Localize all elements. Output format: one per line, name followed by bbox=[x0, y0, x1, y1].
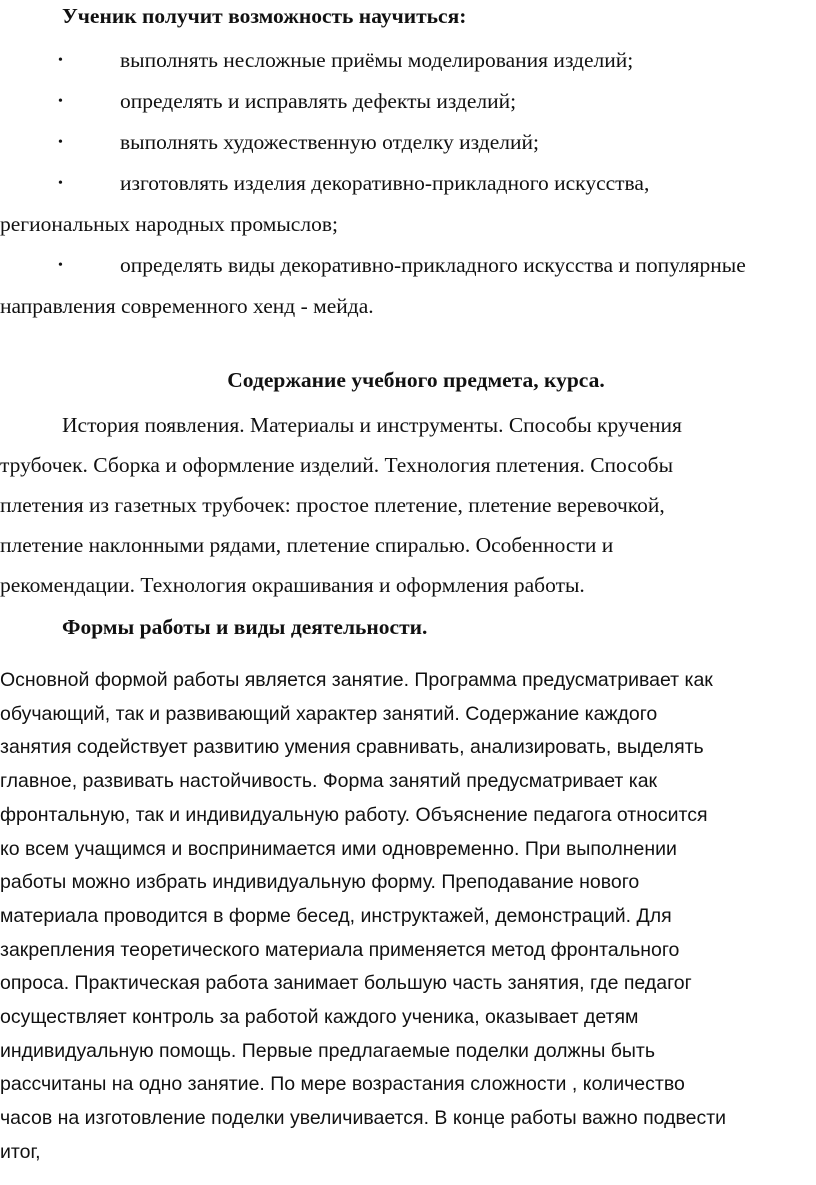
content-heading: Содержание учебного предмета, курса. bbox=[227, 368, 605, 392]
content-paragraph bbox=[0, 405, 770, 605]
forms-heading: Формы работы и виды деятельности. bbox=[62, 615, 428, 639]
paragraph-line: итог, bbox=[0, 1140, 41, 1163]
list-item-continuation: региональных народных промыслов; bbox=[0, 212, 338, 236]
paragraph-line: плетение наклонными рядами, плетение спиралью. Особенности и bbox=[0, 533, 614, 557]
paragraph-line: рекомендации. Технология окрашивания и оформления работы. bbox=[0, 573, 585, 597]
bullet-icon: • bbox=[58, 176, 63, 191]
paragraph-line: опроса. Практическая работа занимает большую часть занятия, где педагог bbox=[0, 972, 692, 995]
paragraph-line: фронтальную, так и индивидуальную работу. Объяснение педагога относится bbox=[0, 803, 708, 826]
paragraph-line: История появления. Материалы и инструменты. Способы кручения bbox=[62, 413, 682, 437]
paragraph-line: осуществляет контроль за работой каждого ученика, оказывает детям bbox=[0, 1006, 639, 1029]
paragraph-line: обучающий, так и развивающий характер занятий. Содержание каждого bbox=[0, 702, 658, 725]
paragraph-line: материала проводится в форме бесед, инструктажей, демонстраций. Для bbox=[0, 904, 672, 927]
paragraph-line: Основной формой работы является занятие. Программа предусматривает как bbox=[0, 669, 713, 691]
list-item-text: определять виды декоративно-прикладного искусства и популярные bbox=[120, 253, 746, 277]
paragraph-line: рассчитаны на одно занятие. По мере возрастания сложности , количество bbox=[0, 1073, 685, 1096]
bullet-icon: • bbox=[58, 94, 63, 109]
paragraph-line: ко всем учащимся и воспринимается ими одновременно. При выполнении bbox=[0, 837, 677, 860]
list-item bbox=[0, 245, 816, 327]
list-item bbox=[0, 81, 816, 122]
list-item-text: выполнять художественную отделку изделий; bbox=[120, 130, 539, 154]
forms-paragraph bbox=[0, 664, 816, 1170]
list-item-text: определять и исправлять дефекты изделий; bbox=[120, 89, 517, 113]
paragraph-line: работы можно избрать индивидуальную форму. Преподавание нового bbox=[0, 871, 640, 894]
bullet-icon: • bbox=[58, 258, 63, 273]
bullet-icon: • bbox=[58, 53, 63, 68]
paragraph-line: индивидуальную помощь. Первые предлагаемые поделки должны быть bbox=[0, 1039, 656, 1062]
paragraph-line: часов на изготовление поделки увеличивается. В конце работы важно подвести bbox=[0, 1107, 727, 1130]
bullet-icon: • bbox=[58, 135, 63, 150]
paragraph-line: главное, развивать настойчивость. Форма занятий предусматривает как bbox=[0, 770, 658, 793]
outcomes-heading: Ученик получит возможность научиться: bbox=[62, 4, 467, 28]
list-item bbox=[0, 163, 816, 245]
paragraph-line: плетения из газетных трубочек: простое плетение, плетение веревочкой, bbox=[0, 493, 665, 517]
paragraph-line: закрепления теоретического материала применяется метод фронтального bbox=[0, 938, 680, 961]
list-item bbox=[0, 122, 816, 163]
list-item-text: изготовлять изделия декоративно-прикладного искусства, bbox=[120, 171, 650, 195]
list-item bbox=[0, 40, 816, 81]
list-item-text: выполнять несложные приёмы моделирования изделий; bbox=[120, 48, 634, 72]
paragraph-line: занятия содействует развитию умения сравнивать, анализировать, выделять bbox=[0, 736, 704, 759]
paragraph-line: трубочек. Сборка и оформление изделий. Технология плетения. Способы bbox=[0, 453, 674, 477]
list-item-continuation: направления современного хенд - мейда. bbox=[0, 294, 374, 318]
outcomes-list bbox=[0, 40, 816, 327]
